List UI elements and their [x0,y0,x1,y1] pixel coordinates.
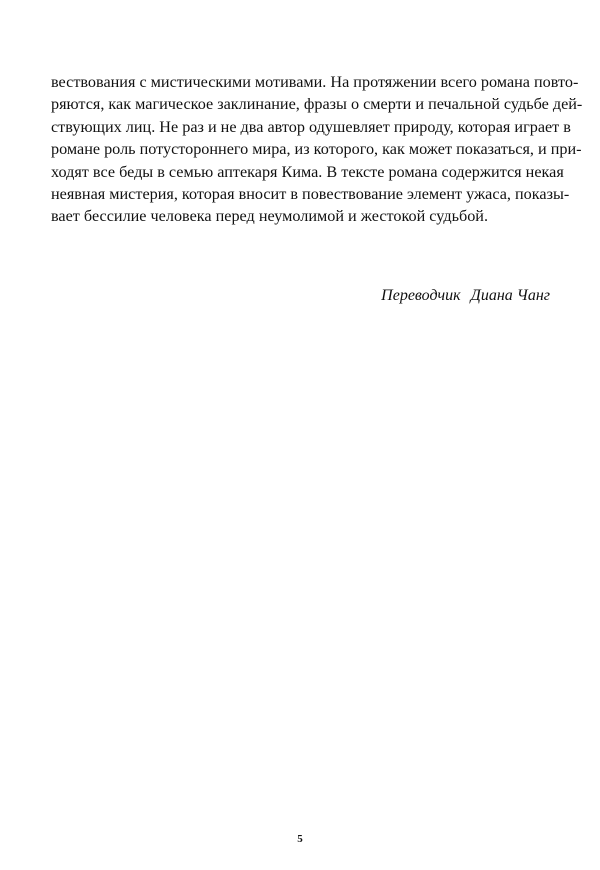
page-number: 5 [297,833,303,845]
paragraph-line: ряются, как магическое заклинание, фразы о смерти и печальной судьбе дей- [51,95,583,114]
translator-name: Диана Чанг [470,287,550,304]
paragraph-line: романе роль потустороннего мира, из которого, как может показаться, и при- [51,140,582,159]
paragraph-line: ходят все беды в семью аптекаря Кима. В тексте романа содержится некая [51,162,564,181]
translator-role: Переводчик [381,287,461,304]
paragraph-line: ствующих лиц. Не раз и не два автор одушевляет природу, которая играет в [51,117,571,136]
paragraph-line: неявная мистерия, которая вносит в повествование элемент ужаса, показы- [51,185,570,204]
paragraph-line: вает бессилие человека перед неумолимой и жестокой судьбой. [51,207,489,226]
body-paragraph [51,71,583,228]
translator-signature [381,286,550,306]
paragraph-line: вествования с мистическими мотивами. На протяжении всего романа повто- [51,73,579,91]
